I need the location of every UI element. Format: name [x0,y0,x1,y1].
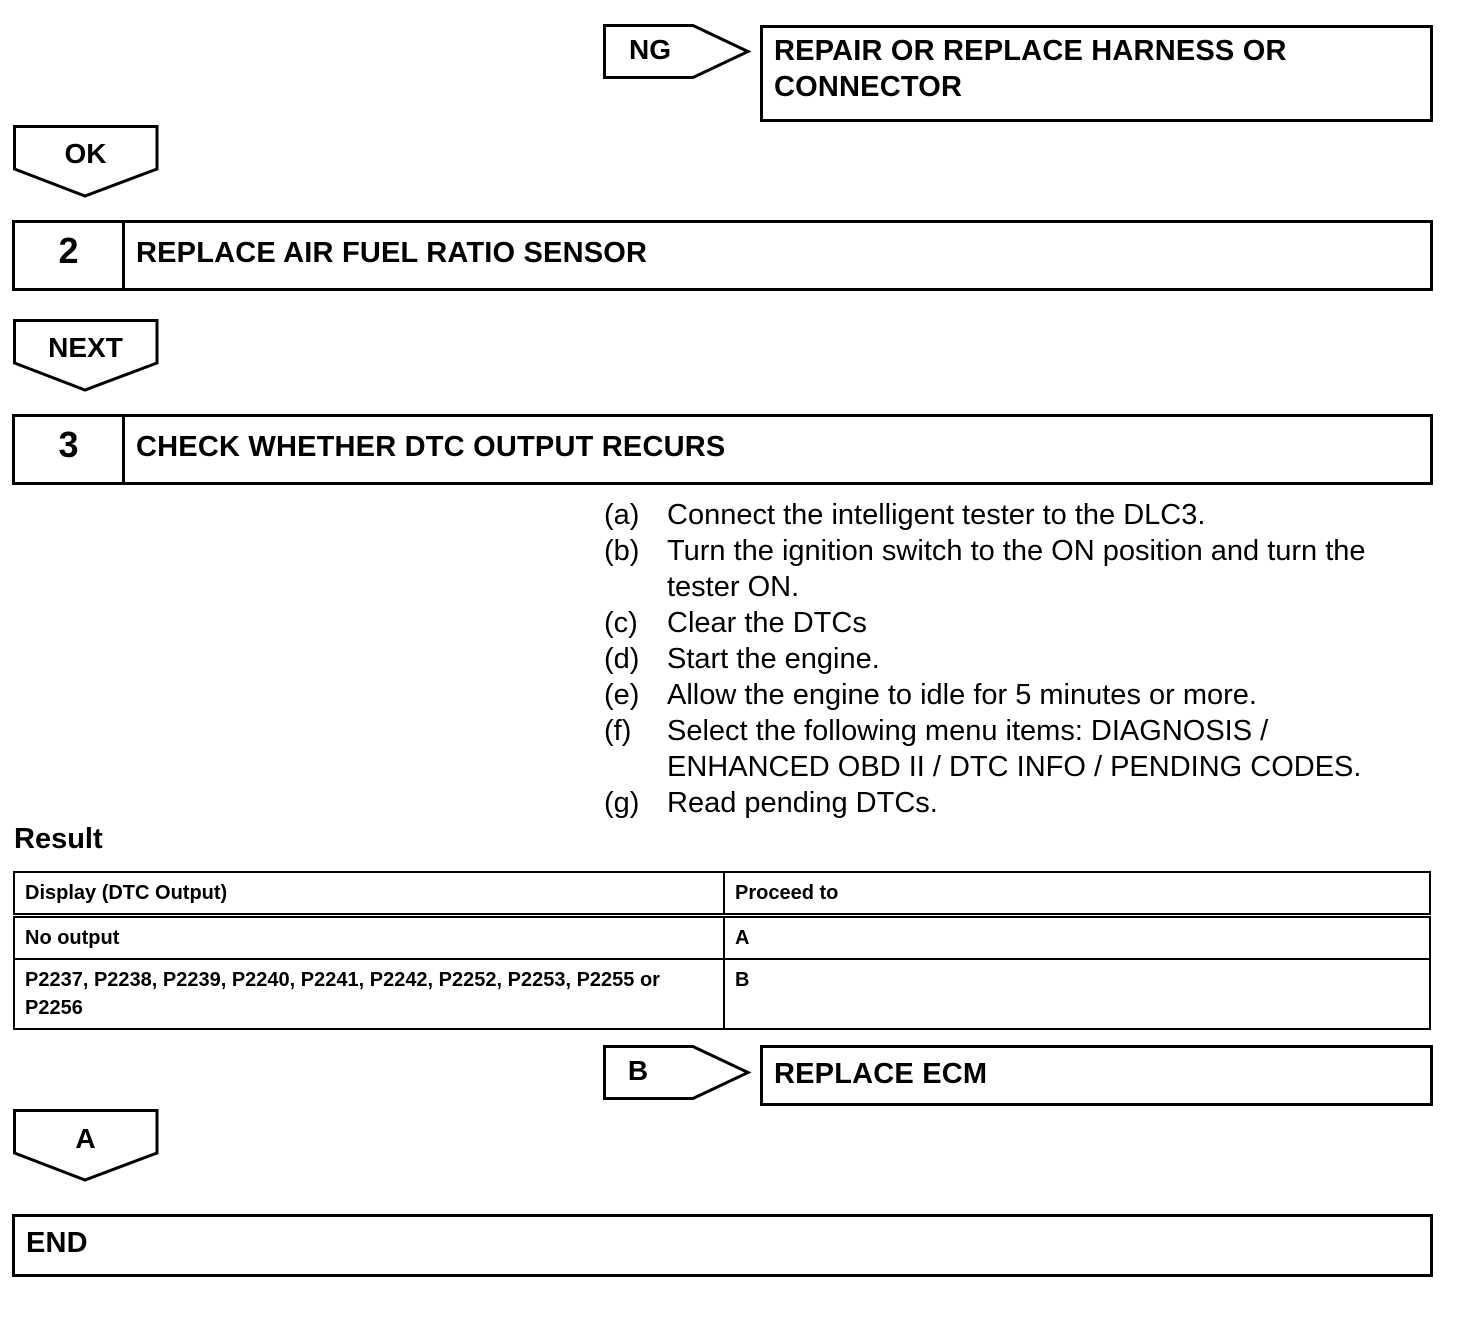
instruction-text: Turn the ignition switch to the ON position and turn the tester ON. [667,535,1366,603]
step2-title: REPLACE AIR FUEL RATIO SENSOR [136,237,648,269]
column-header-display: Display (DTC Output) [14,872,724,916]
ok-arrow-label: OK [64,138,107,169]
instruction-list [604,497,1444,827]
instruction-letter: (b) [604,535,640,567]
instruction-text: Clear the DTCs [667,607,867,639]
instruction-text: Start the engine. [667,643,880,675]
table-row [14,959,1430,1029]
table-cell: B [724,959,1430,1029]
step3-divider [122,414,125,485]
result-table-header [14,872,1430,916]
column-header-proceed: Proceed to [724,872,1430,916]
instruction-letter: (f) [604,715,632,747]
table-cell: P2237, P2238, P2239, P2240, P2241, P2242, P2252, P2253, P2255 or P2256 [14,959,724,1029]
step3-title: CHECK WHETHER DTC OUTPUT RECURS [136,431,726,463]
instruction-text: Select the following menu items: DIAGNOSIS / ENHANCED OBD II / DTC INFO / PENDING CODES. [667,715,1362,783]
result-heading: Result [14,823,103,855]
b-action-text: REPLACE ECM [774,1058,988,1090]
step2-divider [122,220,125,291]
instruction-text: Connect the intelligent tester to the DLC3. [667,499,1206,531]
table-cell: A [724,916,1430,960]
end-label: END [26,1227,88,1259]
b-arrow-label: B [627,1055,649,1086]
result-table [13,871,1431,1030]
instruction-letter: (g) [604,787,640,819]
a-arrow-label: A [75,1123,96,1154]
ng-action-text: REPAIR OR REPLACE HARNESS OR CONNECTOR [774,35,1287,103]
instruction-text: Allow the engine to idle for 5 minutes or more. [667,679,1257,711]
step3-number: 3 [58,424,79,465]
next-arrow-label: NEXT [48,332,123,363]
instruction-letter: (e) [604,679,640,711]
step2-number: 2 [58,230,79,271]
instruction-letter: (c) [604,607,638,639]
instruction-letter: (a) [604,499,640,531]
instruction-text: Read pending DTCs. [667,787,938,819]
ng-arrow-label: NG [629,34,671,65]
table-row [14,916,1430,960]
table-cell: No output [14,916,724,960]
instruction-letter: (d) [604,643,640,675]
